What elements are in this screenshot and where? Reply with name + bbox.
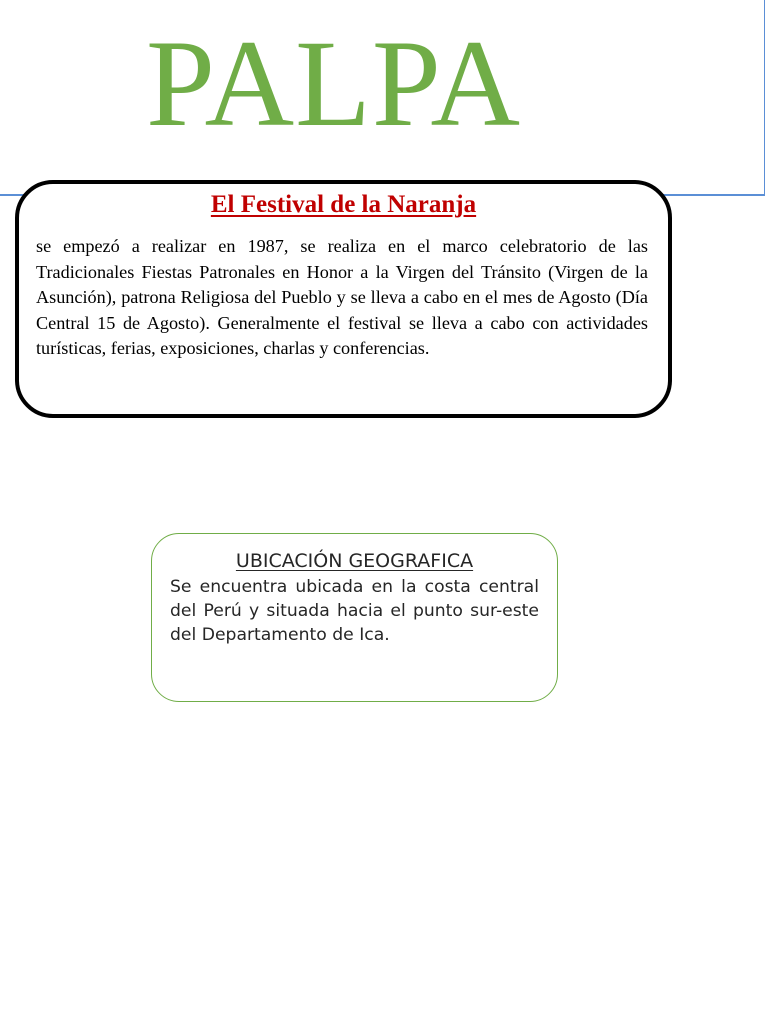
location-title: UBICACIÓN GEOGRAFICA [235,550,474,572]
location-description: Se encuentra ubicada en la costa central del Perú y situada hacia el punto sur-este del Departamento de Ica. [170,577,539,645]
location-section [151,533,558,702]
festival-section [15,180,672,418]
festival-title: El Festival de la Naranja [210,191,477,218]
festival-description: se empezó a realizar en 1987, se realiza en el marco celebratorio de las Tradicionales Fiestas Patronales en Honor a la Virgen del Tránsito (Virgen de la Asunción), patrona Religiosa del Pueblo y se lleva a cabo en el mes de Agosto (Día Central 15 de Agosto). Generalmente el festival se lleva a cabo con actividades turísticas, ferias, exposiciones, charlas y conferencias. [36,236,648,359]
page-title: PALPA [146,15,522,152]
